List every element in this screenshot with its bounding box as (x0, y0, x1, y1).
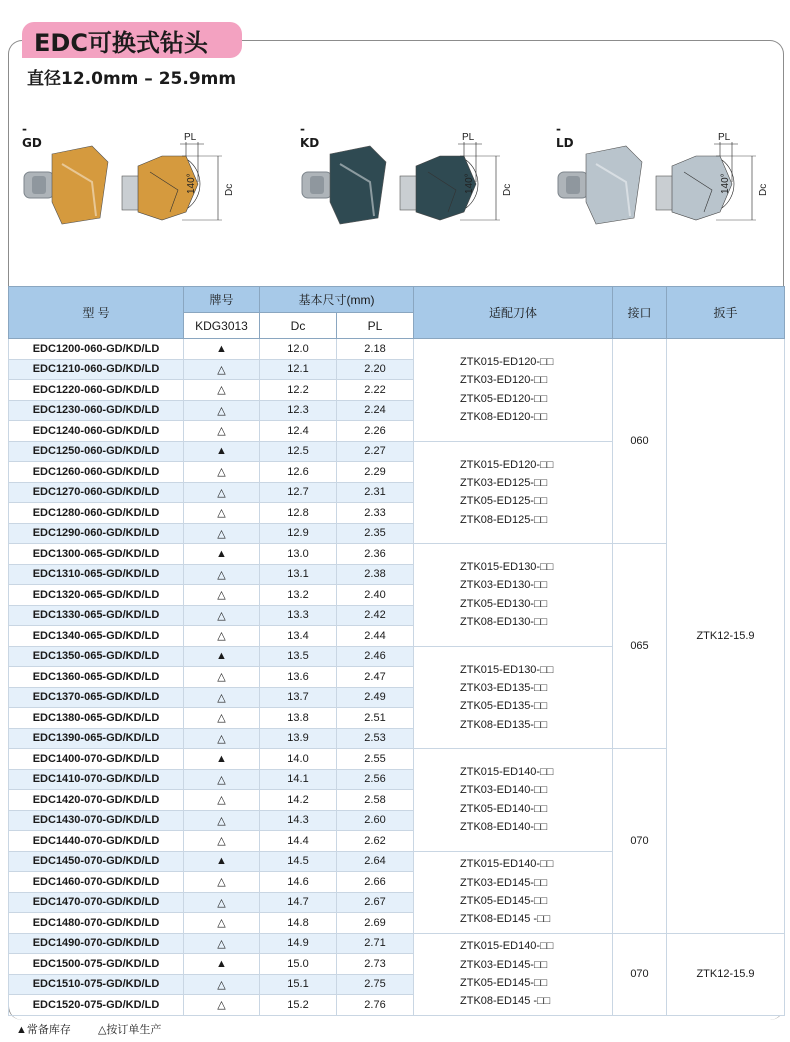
model-cell: EDC1400-070-GD/KD/LD (9, 749, 184, 770)
header-wrench: 扳手 (667, 287, 785, 339)
profile-shank (122, 176, 140, 210)
pl-cell: 2.26 (337, 421, 414, 442)
holder-line: ZTK03-ED130-□□ (460, 579, 548, 592)
model-cell: EDC1290-060-GD/KD/LD (9, 523, 184, 544)
stock-mark-cell: △ (184, 708, 260, 729)
holder-line: ZTK03-ED135-□□ (460, 681, 548, 694)
holder-line: ZTK08-ED130-□□ (460, 616, 548, 629)
pl-cell: 2.51 (337, 708, 414, 729)
pl-label: PL (184, 132, 197, 143)
spec-table-wrap (8, 286, 784, 1016)
holder-cell (414, 933, 613, 1015)
drill-shank-neck (32, 176, 46, 194)
pl-label: PL (718, 132, 731, 143)
page-subtitle: 直径12.0mm – 25.9mm (27, 69, 237, 89)
holder-cell (414, 441, 613, 544)
model-cell: EDC1370-065-GD/KD/LD (9, 687, 184, 708)
model-cell: EDC1490-070-GD/KD/LD (9, 933, 184, 954)
model-cell: EDC1310-065-GD/KD/LD (9, 564, 184, 585)
pl-cell: 2.60 (337, 810, 414, 831)
stock-mark-cell: △ (184, 995, 260, 1016)
table-row (9, 933, 785, 954)
holder-line: ZTK05-ED120-□□ (460, 392, 548, 405)
stock-mark-cell: ▲ (184, 544, 260, 565)
dc-cell: 12.3 (260, 400, 337, 421)
profile-shank (656, 176, 674, 210)
port-cell: 070 (613, 933, 667, 1015)
dc-cell: 12.7 (260, 482, 337, 503)
model-cell: EDC1510-075-GD/KD/LD (9, 974, 184, 995)
dc-cell: 12.8 (260, 503, 337, 524)
pl-cell: 2.35 (337, 523, 414, 544)
pl-cell: 2.38 (337, 564, 414, 585)
header-grade: KDG3013 (184, 313, 260, 339)
dc-cell: 14.0 (260, 749, 337, 770)
dc-label: Dc (758, 183, 769, 196)
holder-cell (414, 646, 613, 749)
dc-cell: 14.6 (260, 872, 337, 893)
holder-line: ZTK03-ED120-□□ (460, 374, 548, 387)
dc-cell: 13.3 (260, 605, 337, 626)
holder-line: ZTK08-ED145 -□□ (460, 995, 551, 1008)
model-cell: EDC1270-060-GD/KD/LD (9, 482, 184, 503)
model-cell: EDC1480-070-GD/KD/LD (9, 913, 184, 934)
stock-mark-cell: △ (184, 585, 260, 606)
holder-cell (414, 851, 613, 933)
dc-label: Dc (502, 183, 513, 196)
stock-mark-cell: △ (184, 626, 260, 647)
dc-cell: 12.1 (260, 359, 337, 380)
pl-cell: 2.44 (337, 626, 414, 647)
stock-mark-cell: △ (184, 831, 260, 852)
spec-table (8, 286, 785, 1016)
holder-line: ZTK05-ED140-□□ (460, 802, 548, 815)
holder-line: ZTK015-ED130-□□ (460, 663, 554, 676)
stock-mark-cell: △ (184, 359, 260, 380)
model-cell: EDC1280-060-GD/KD/LD (9, 503, 184, 524)
dc-cell: 14.5 (260, 851, 337, 872)
stock-mark-cell: ▲ (184, 954, 260, 975)
wrench-cell: ZTK12-15.9 (667, 339, 785, 934)
stock-mark-cell: △ (184, 769, 260, 790)
pl-cell: 2.18 (337, 339, 414, 360)
stock-mark-cell: ▲ (184, 441, 260, 462)
dc-cell: 14.8 (260, 913, 337, 934)
pl-cell: 2.36 (337, 544, 414, 565)
drill-illustration-kd (300, 132, 515, 242)
drill-head (52, 146, 108, 224)
header-port: 接口 (613, 287, 667, 339)
model-cell: EDC1230-060-GD/KD/LD (9, 400, 184, 421)
legend-order: △按订单生产 (97, 1024, 162, 1036)
pl-cell: 2.22 (337, 380, 414, 401)
pl-cell: 2.75 (337, 974, 414, 995)
header-holder: 适配刀体 (414, 287, 613, 339)
holder-line: ZTK08-ED120-□□ (460, 411, 548, 424)
model-cell: EDC1210-060-GD/KD/LD (9, 359, 184, 380)
drill-illustration-gd (22, 132, 237, 242)
header-model: 型 号 (9, 287, 184, 339)
pl-cell: 2.24 (337, 400, 414, 421)
stock-mark-cell: △ (184, 667, 260, 688)
model-cell: EDC1420-070-GD/KD/LD (9, 790, 184, 811)
stock-mark-cell: △ (184, 462, 260, 483)
drill-shank-neck (566, 176, 580, 194)
pl-cell: 2.47 (337, 667, 414, 688)
variant-label: -GD (22, 122, 42, 150)
stock-mark-cell: ▲ (184, 646, 260, 667)
holder-line: ZTK05-ED130-□□ (460, 597, 548, 610)
model-cell: EDC1330-065-GD/KD/LD (9, 605, 184, 626)
pl-cell: 2.27 (337, 441, 414, 462)
pl-cell: 2.71 (337, 933, 414, 954)
dc-cell: 12.0 (260, 339, 337, 360)
stock-mark-cell: △ (184, 421, 260, 442)
page-title: EDC可换式钻头 (34, 28, 208, 57)
model-cell: EDC1390-065-GD/KD/LD (9, 728, 184, 749)
dc-cell: 13.5 (260, 646, 337, 667)
holder-line: ZTK015-ED140-□□ (460, 766, 554, 779)
pl-cell: 2.49 (337, 687, 414, 708)
dc-cell: 14.3 (260, 810, 337, 831)
header-pl: PL (337, 313, 414, 339)
stock-mark-cell: △ (184, 728, 260, 749)
dc-cell: 14.7 (260, 892, 337, 913)
holder-line: ZTK08-ED145 -□□ (460, 913, 551, 926)
holder-line: ZTK08-ED140-□□ (460, 821, 548, 834)
legend (16, 1021, 185, 1037)
dc-cell: 12.5 (260, 441, 337, 462)
stock-mark-cell: △ (184, 790, 260, 811)
table-row (9, 339, 785, 360)
pl-cell: 2.20 (337, 359, 414, 380)
stock-mark-cell: ▲ (184, 339, 260, 360)
dc-cell: 14.1 (260, 769, 337, 790)
profile-shank (400, 176, 418, 210)
dc-cell: 14.2 (260, 790, 337, 811)
variant-label: -KD (300, 122, 320, 150)
holder-line: ZTK03-ED125-□□ (460, 476, 548, 489)
pl-cell: 2.66 (337, 872, 414, 893)
pl-cell: 2.46 (337, 646, 414, 667)
pl-cell: 2.31 (337, 482, 414, 503)
holder-line: ZTK08-ED125-□□ (460, 513, 548, 526)
dc-cell: 12.9 (260, 523, 337, 544)
holder-line: ZTK015-ED140-□□ (460, 858, 554, 871)
stock-mark-cell: △ (184, 605, 260, 626)
pl-cell: 2.40 (337, 585, 414, 606)
model-cell: EDC1470-070-GD/KD/LD (9, 892, 184, 913)
stock-mark-cell: △ (184, 482, 260, 503)
port-cell: 060 (613, 339, 667, 544)
holder-line: ZTK015-ED140-□□ (460, 940, 554, 953)
drill-illustration-ld (556, 132, 781, 242)
dc-cell: 15.2 (260, 995, 337, 1016)
header-dc: Dc (260, 313, 337, 339)
pl-cell: 2.69 (337, 913, 414, 934)
drill-head (586, 146, 642, 224)
pl-cell: 2.53 (337, 728, 414, 749)
holder-line: ZTK05-ED135-□□ (460, 700, 548, 713)
holder-cell (414, 544, 613, 647)
holder-line: ZTK015-ED120-□□ (460, 356, 554, 369)
stock-mark-cell: △ (184, 564, 260, 585)
model-cell: EDC1380-065-GD/KD/LD (9, 708, 184, 729)
model-cell: EDC1460-070-GD/KD/LD (9, 872, 184, 893)
dc-cell: 13.7 (260, 687, 337, 708)
pl-cell: 2.33 (337, 503, 414, 524)
pl-cell: 2.76 (337, 995, 414, 1016)
model-cell: EDC1200-060-GD/KD/LD (9, 339, 184, 360)
dc-cell: 15.1 (260, 974, 337, 995)
model-cell: EDC1520-075-GD/KD/LD (9, 995, 184, 1016)
dc-cell: 14.4 (260, 831, 337, 852)
model-cell: EDC1350-065-GD/KD/LD (9, 646, 184, 667)
model-cell: EDC1300-065-GD/KD/LD (9, 544, 184, 565)
holder-cell (414, 749, 613, 852)
pl-cell: 2.67 (337, 892, 414, 913)
model-cell: EDC1220-060-GD/KD/LD (9, 380, 184, 401)
stock-mark-cell: △ (184, 523, 260, 544)
dc-cell: 12.6 (260, 462, 337, 483)
header-basic-size: 基本尺寸(mm) (260, 287, 414, 313)
dc-cell: 13.4 (260, 626, 337, 647)
dc-cell: 13.1 (260, 564, 337, 585)
model-cell: EDC1320-065-GD/KD/LD (9, 585, 184, 606)
angle-label: 140° (720, 173, 731, 194)
drill-head (330, 146, 386, 224)
stock-mark-cell: △ (184, 892, 260, 913)
holder-line: ZTK05-ED145-□□ (460, 977, 548, 989)
header-brand: 牌号 (184, 287, 260, 313)
pl-cell: 2.42 (337, 605, 414, 626)
dc-cell: 13.2 (260, 585, 337, 606)
model-cell: EDC1500-075-GD/KD/LD (9, 954, 184, 975)
holder-line: ZTK05-ED125-□□ (460, 495, 548, 508)
holder-cell (414, 339, 613, 442)
stock-mark-cell: △ (184, 503, 260, 524)
legend-stock: ▲常备库存 (16, 1024, 71, 1036)
stock-mark-cell: △ (184, 974, 260, 995)
dc-cell: 12.4 (260, 421, 337, 442)
port-cell: 070 (613, 749, 667, 934)
dc-cell: 12.2 (260, 380, 337, 401)
holder-line: ZTK03-ED145-□□ (460, 876, 548, 889)
holder-line: ZTK015-ED120-□□ (460, 458, 554, 471)
pl-label: PL (462, 132, 475, 143)
stock-mark-cell: △ (184, 687, 260, 708)
model-cell: EDC1340-065-GD/KD/LD (9, 626, 184, 647)
angle-label: 140° (464, 173, 475, 194)
pl-cell: 2.64 (337, 851, 414, 872)
model-cell: EDC1450-070-GD/KD/LD (9, 851, 184, 872)
model-cell: EDC1410-070-GD/KD/LD (9, 769, 184, 790)
pl-cell: 2.55 (337, 749, 414, 770)
model-cell: EDC1250-060-GD/KD/LD (9, 441, 184, 462)
dc-cell: 13.0 (260, 544, 337, 565)
pl-cell: 2.58 (337, 790, 414, 811)
variant-label: -LD (556, 122, 574, 150)
wrench-cell: ZTK12-15.9 (667, 933, 785, 1015)
pl-cell: 2.56 (337, 769, 414, 790)
title-tab (22, 22, 242, 58)
dc-cell: 13.6 (260, 667, 337, 688)
pl-cell: 2.73 (337, 954, 414, 975)
drill-shank-neck (310, 176, 324, 194)
dc-cell: 15.0 (260, 954, 337, 975)
stock-mark-cell: △ (184, 810, 260, 831)
model-cell: EDC1360-065-GD/KD/LD (9, 667, 184, 688)
model-cell: EDC1440-070-GD/KD/LD (9, 831, 184, 852)
model-cell: EDC1430-070-GD/KD/LD (9, 810, 184, 831)
port-cell: 065 (613, 544, 667, 749)
holder-line: ZTK08-ED135-□□ (460, 718, 548, 731)
model-cell: EDC1240-060-GD/KD/LD (9, 421, 184, 442)
dc-cell: 14.9 (260, 933, 337, 954)
stock-mark-cell: ▲ (184, 749, 260, 770)
pl-cell: 2.62 (337, 831, 414, 852)
dc-cell: 13.8 (260, 708, 337, 729)
stock-mark-cell: △ (184, 872, 260, 893)
holder-line: ZTK05-ED145-□□ (460, 895, 548, 907)
holder-line: ZTK015-ED130-□□ (460, 561, 554, 574)
stock-mark-cell: △ (184, 913, 260, 934)
stock-mark-cell: △ (184, 933, 260, 954)
stock-mark-cell: △ (184, 400, 260, 421)
spec-table-body (9, 339, 785, 1016)
dc-cell: 13.9 (260, 728, 337, 749)
pl-cell: 2.29 (337, 462, 414, 483)
dc-label: Dc (224, 183, 235, 196)
model-cell: EDC1260-060-GD/KD/LD (9, 462, 184, 483)
holder-line: ZTK03-ED145-□□ (460, 958, 548, 971)
holder-line: ZTK03-ED140-□□ (460, 784, 548, 797)
angle-label: 140° (186, 173, 197, 194)
stock-mark-cell: ▲ (184, 851, 260, 872)
stock-mark-cell: △ (184, 380, 260, 401)
